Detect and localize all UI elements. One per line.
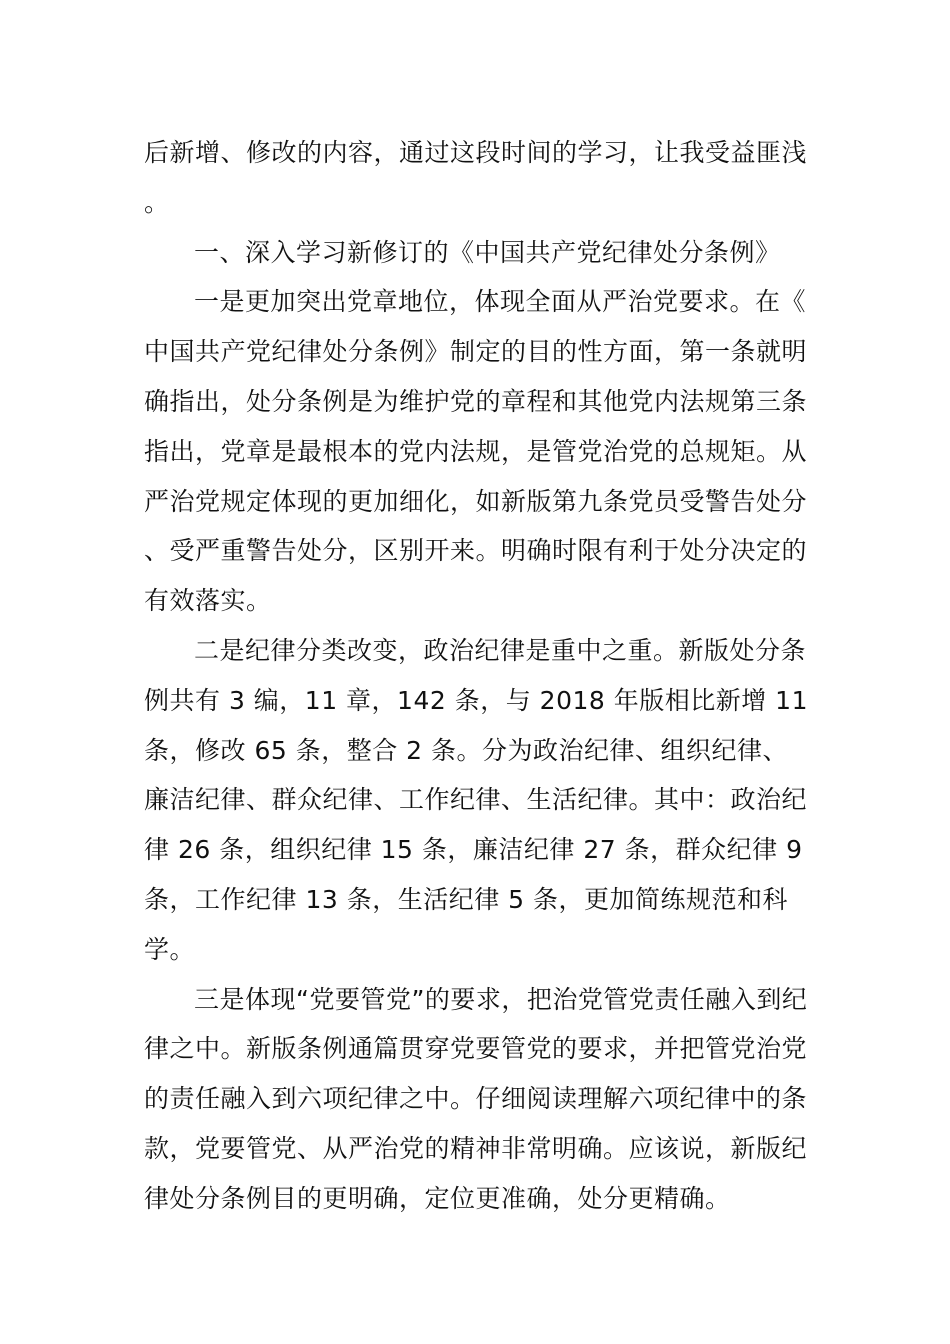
paragraph-continuation: 后新增、修改的内容，通过这段时间的学习，让我受益匪浅。 (144, 138, 808, 217)
document-body (144, 128, 812, 1224)
section-heading: 一、深入学习新修订的《中国共产党纪律处分条例》 (194, 237, 781, 267)
paragraph-point-two: 二是纪律分类改变，政治纪律是重中之重。新版处分条例共有 3 编，11 章，142 条，与 2018 年版相比新增 11 条，修改 65 条，整合 2 条。分为政治纪律、组织纪律、廉洁纪律、群众纪律、工作纪律、生活纪律。其中：政治纪律 26 条，组织纪律 15 条，廉洁纪律 27 条，群众纪律 9 条，工作纪律 13 条，生活纪律 5 条，更加简练规范和科学。 (144, 635, 808, 964)
paragraph-point-three: 三是体现“党要管党”的要求，把治党管党责任融入到纪律之中。新版条例通篇贯穿党要管党的要求，并把管党治党的责任融入到六项纪律之中。仔细阅读理解六项纪律中的条款，党要管党、从严治党的精神非常明确。应该说，新版纪律处分条例目的更明确，定位更准确，处分更精确。 (144, 984, 808, 1213)
paragraph-point-one: 一是更加突出党章地位，体现全面从严治党要求。在《中国共产党纪律处分条例》制定的目的性方面，第一条就明确指出，处分条例是为维护党的章程和其他党内法规第三条指出，党章是最根本的党内法规，是管党治党的总规矩。从严治党规定体现的更加细化，如新版第九条党员受警告处分、受严重警告处分，区别开来。明确时限有利于处分决定的有效落实。 (144, 287, 808, 616)
